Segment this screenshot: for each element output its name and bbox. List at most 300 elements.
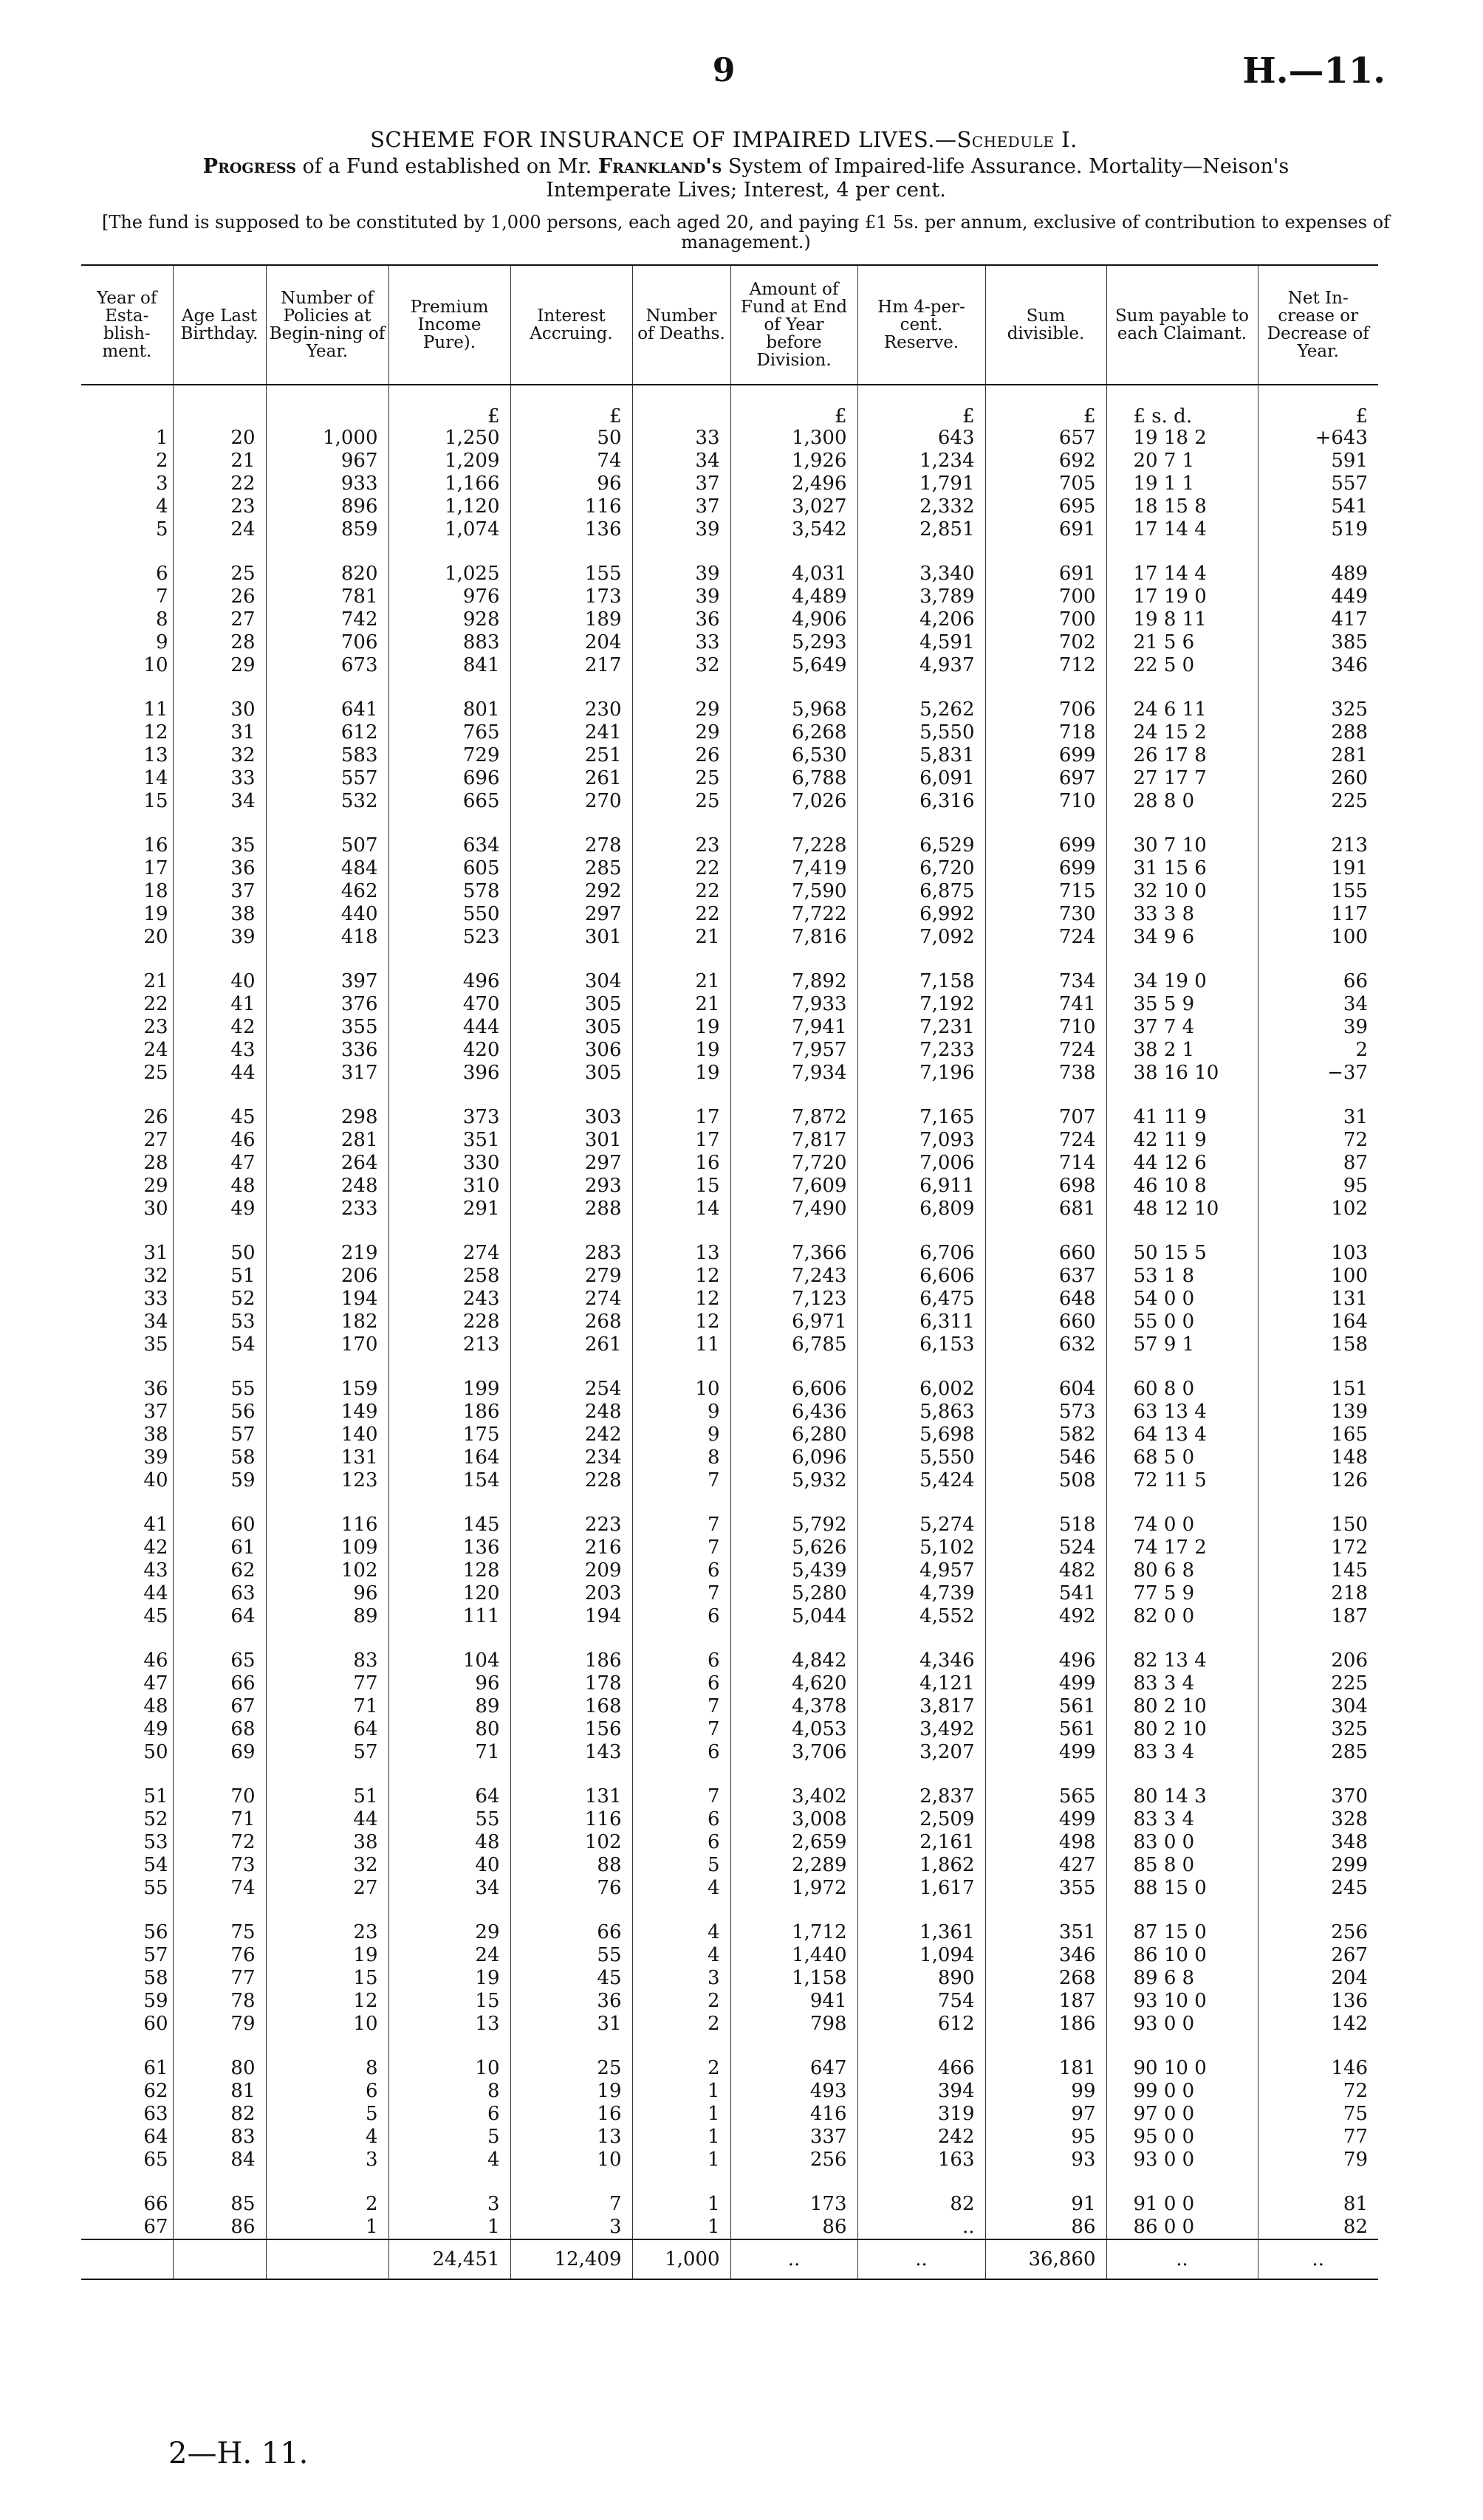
- table-cell: 2,837: [857, 1785, 985, 1808]
- table-cell: 44: [143, 1582, 168, 1604]
- table-cell: 155: [1258, 880, 1378, 903]
- table-cell: 440: [266, 903, 388, 926]
- table-cell: 63 13 4: [1106, 1401, 1258, 1424]
- table-cell: 7,957: [730, 1039, 857, 1062]
- table-row: [81, 2057, 1378, 2080]
- table-cell: 64: [266, 1718, 388, 1741]
- table-cell: 34: [1258, 993, 1378, 1016]
- header-policies: Number of Policies at Begin-ning of Year.: [266, 265, 388, 385]
- table-cell: [510, 1220, 632, 1242]
- table-cell: 24: [173, 518, 266, 541]
- table-cell: 470: [388, 993, 510, 1016]
- table-cell: 4: [632, 1944, 730, 1967]
- table-cell: [1258, 1085, 1378, 1106]
- table-cell: 1: [632, 2216, 730, 2239]
- table-cell: 194: [266, 1288, 388, 1311]
- table-cell: 648: [985, 1288, 1106, 1311]
- table-cell: 131: [510, 1785, 632, 1808]
- table-cell: 4,937: [857, 654, 985, 677]
- table-cell: 712: [985, 654, 1106, 677]
- table-cell: 22: [143, 993, 168, 1015]
- table-cell: [1106, 1900, 1258, 1921]
- total-cell: 12,409: [510, 2239, 632, 2279]
- table-cell: 7: [632, 1582, 730, 1605]
- table-cell: 1: [632, 2126, 730, 2149]
- table-cell: [81, 2036, 173, 2057]
- table-cell: [266, 813, 388, 834]
- table-cell: 7,192: [857, 993, 985, 1016]
- table-cell: 801: [388, 698, 510, 721]
- table-cell: 13: [143, 744, 168, 766]
- table-cell: 172: [1258, 1537, 1378, 1559]
- table-cell: 7,609: [730, 1175, 857, 1198]
- table-cell: ..: [857, 2216, 985, 2239]
- table-cell: 305: [510, 1016, 632, 1039]
- table-cell: 4: [388, 2149, 510, 2171]
- table-cell: 28 8 0: [1106, 790, 1258, 813]
- table-cell: 6: [632, 1672, 730, 1695]
- table-cell: 93: [985, 2149, 1106, 2171]
- table-cell: 4,053: [730, 1718, 857, 1741]
- table-cell: 44: [173, 1062, 266, 1085]
- table-cell: 3,542: [730, 518, 857, 541]
- table-cell: 80 2 10: [1106, 1695, 1258, 1718]
- table-cell: 58: [143, 1967, 168, 1989]
- table-cell: 641: [266, 698, 388, 721]
- table-cell: 19: [143, 903, 168, 925]
- table-cell: 1,158: [730, 1967, 857, 1990]
- table-row: [81, 427, 1378, 450]
- table-cell: 16: [510, 2103, 632, 2126]
- table-cell: 91 0 0: [1106, 2193, 1258, 2216]
- fund-note: [The fund is supposed to be constituted by 1,000 persons, each aged 20, and paying £1 5s. per annum, exclusive of contribution to expenses of management.): [101, 212, 1391, 253]
- table-cell: 32: [143, 1265, 168, 1287]
- table-cell: 1: [632, 2193, 730, 2216]
- table-cell: [510, 677, 632, 698]
- totals-row: [81, 2239, 1378, 2279]
- table-cell: 583: [266, 744, 388, 767]
- table-cell: 6,096: [730, 1446, 857, 1469]
- table-cell: 417: [1258, 608, 1378, 631]
- table-cell: 303: [510, 1106, 632, 1129]
- table-cell: 96: [388, 1672, 510, 1695]
- table-cell: [510, 2171, 632, 2193]
- table-cell: 5: [155, 518, 168, 540]
- table-cell: 8: [155, 608, 168, 631]
- table-cell: 78: [173, 1990, 266, 2013]
- table-cell: +643: [1258, 427, 1378, 450]
- table-cell: 150: [1258, 1514, 1378, 1537]
- table-cell: 6: [388, 2103, 510, 2126]
- table-cell: 6,875: [857, 880, 985, 903]
- table-row: [81, 698, 1378, 721]
- table-cell: [388, 1900, 510, 1921]
- table-cell: [81, 1900, 173, 1921]
- table-cell: 6,706: [857, 1242, 985, 1265]
- table-cell: 5,102: [857, 1537, 985, 1559]
- table-cell: 754: [857, 1990, 985, 2013]
- table-cell: 632: [985, 1333, 1106, 1356]
- table-cell: 10: [143, 654, 168, 676]
- table-cell: 6: [632, 1559, 730, 1582]
- table-cell: 325: [1258, 1718, 1378, 1741]
- table-cell: 394: [857, 2080, 985, 2103]
- table-cell: [173, 2171, 266, 2193]
- schedule-body: [81, 385, 1378, 2279]
- table-cell: 96: [266, 1582, 388, 1605]
- table-cell: 68: [173, 1718, 266, 1741]
- table-cell: 37: [632, 495, 730, 518]
- table-cell: [81, 677, 173, 698]
- subtitle-text-2: System of Impaired-life Assurance. Mortality—Neison's: [727, 155, 1290, 178]
- table-cell: 7,243: [730, 1265, 857, 1288]
- table-cell: 2: [1258, 1039, 1378, 1062]
- table-cell: 228: [510, 1469, 632, 1492]
- table-cell: 696: [388, 767, 510, 790]
- table-cell: 64: [173, 1605, 266, 1628]
- table-cell: 17: [143, 857, 168, 879]
- total-cell: ..: [1106, 2239, 1258, 2279]
- table-cell: 6,992: [857, 903, 985, 926]
- table-cell: 2,496: [730, 473, 857, 495]
- table-cell: 37 7 4: [1106, 1016, 1258, 1039]
- table-cell: 612: [857, 2013, 985, 2036]
- table-row: [81, 2103, 1378, 2126]
- table-cell: 86 10 0: [1106, 1944, 1258, 1967]
- table-cell: 3,340: [857, 563, 985, 586]
- table-cell: 5,274: [857, 1514, 985, 1537]
- table-cell: 241: [510, 721, 632, 744]
- table-cell: 7: [632, 1695, 730, 1718]
- table-cell: 99 0 0: [1106, 2080, 1258, 2103]
- table-cell: 242: [857, 2126, 985, 2149]
- total-cell: [266, 2239, 388, 2279]
- table-row: [81, 2013, 1378, 2036]
- table-cell: 3,706: [730, 1741, 857, 1764]
- table-cell: 2,509: [857, 1808, 985, 1831]
- table-cell: 4,489: [730, 586, 857, 608]
- total-cell: 36,860: [985, 2239, 1106, 2279]
- table-cell: 186: [985, 2013, 1106, 2036]
- table-cell: 146: [1258, 2057, 1378, 2080]
- table-cell: 698: [985, 1175, 1106, 1198]
- table-cell: 700: [985, 586, 1106, 608]
- table-cell: 38: [173, 903, 266, 926]
- table-cell: 37: [143, 1401, 168, 1423]
- table-cell: [266, 677, 388, 698]
- table-row: [81, 721, 1378, 744]
- table-cell: 187: [985, 1990, 1106, 2013]
- table-cell: 10: [510, 2149, 632, 2171]
- table-cell: 3,008: [730, 1808, 857, 1831]
- table-cell: 173: [730, 2193, 857, 2216]
- table-cell: [1106, 813, 1258, 834]
- table-cell: 16: [632, 1152, 730, 1175]
- table-cell: 6,268: [730, 721, 857, 744]
- table-row: [81, 1333, 1378, 1356]
- table-cell: 29: [388, 1921, 510, 1944]
- table-cell: 1,617: [857, 1877, 985, 1900]
- table-cell: 82 13 4: [1106, 1649, 1258, 1672]
- table-cell: 700: [985, 608, 1106, 631]
- table-cell: 21: [143, 970, 168, 992]
- table-cell: 178: [510, 1672, 632, 1695]
- table-row: [81, 1152, 1378, 1175]
- table-cell: [730, 949, 857, 970]
- table-cell: 561: [985, 1718, 1106, 1741]
- table-cell: 859: [266, 518, 388, 541]
- table-cell: 3: [632, 1967, 730, 1990]
- table-cell: 4,906: [730, 608, 857, 631]
- table-cell: 5,831: [857, 744, 985, 767]
- table-cell: [1258, 1764, 1378, 1785]
- table-cell: [173, 1628, 266, 1649]
- table-row: [81, 744, 1378, 767]
- table-cell: 34: [632, 450, 730, 473]
- table-cell: 86: [730, 2216, 857, 2239]
- table-cell: [81, 1628, 173, 1649]
- table-row: [81, 1990, 1378, 2013]
- table-cell: 385: [1258, 631, 1378, 654]
- table-cell: 206: [1258, 1649, 1378, 1672]
- table-cell: 50: [173, 1242, 266, 1265]
- table-row: [81, 790, 1378, 813]
- table-cell: 7,196: [857, 1062, 985, 1085]
- table-cell: 66: [143, 2193, 168, 2215]
- table-cell: 39: [632, 518, 730, 541]
- table-cell: 299: [1258, 1854, 1378, 1877]
- table-cell: 52: [143, 1808, 168, 1830]
- table-cell: 89: [266, 1605, 388, 1628]
- table-cell: 1,250: [388, 427, 510, 450]
- table-cell: 10: [266, 2013, 388, 2036]
- table-cell: 261: [510, 767, 632, 790]
- table-cell: 7,419: [730, 857, 857, 880]
- table-cell: 93 10 0: [1106, 1990, 1258, 2013]
- table-cell: [857, 1492, 985, 1514]
- table-cell: 43: [143, 1559, 168, 1582]
- table-cell: 7: [632, 1514, 730, 1537]
- table-cell: [173, 1085, 266, 1106]
- table-cell: 612: [266, 721, 388, 744]
- table-cell: 3,402: [730, 1785, 857, 1808]
- table-cell: [1258, 1356, 1378, 1378]
- table-cell: [388, 949, 510, 970]
- table-cell: 48: [143, 1695, 168, 1717]
- title-main: SCHEME FOR INSURANCE OF IMPAIRED LIVES.—: [370, 127, 957, 152]
- table-cell: 95 0 0: [1106, 2126, 1258, 2149]
- table-cell: 128: [388, 1559, 510, 1582]
- table-cell: 56: [143, 1921, 168, 1943]
- table-cell: 104: [388, 1649, 510, 1672]
- header-row: [81, 265, 1378, 385]
- table-cell: 243: [388, 1288, 510, 1311]
- table-cell: 6: [632, 1649, 730, 1672]
- table-cell: 1,120: [388, 495, 510, 518]
- table-cell: 3: [510, 2216, 632, 2239]
- table-cell: 22: [173, 473, 266, 495]
- table-row: [81, 993, 1378, 1016]
- table-cell: [1106, 2171, 1258, 2193]
- table-cell: 896: [266, 495, 388, 518]
- table-cell: 41: [143, 1514, 168, 1536]
- table-cell: 7,026: [730, 790, 857, 813]
- unit-cell: [266, 385, 388, 427]
- table-cell: 1,300: [730, 427, 857, 450]
- table-cell: 54: [143, 1854, 168, 1876]
- header-premium: Premium Income Pure).: [388, 265, 510, 385]
- group-gap: [81, 1492, 1378, 1514]
- table-cell: [730, 1764, 857, 1785]
- table-cell: 396: [388, 1062, 510, 1085]
- table-cell: 7,233: [857, 1039, 985, 1062]
- table-cell: 281: [1258, 744, 1378, 767]
- table-cell: 7: [632, 1785, 730, 1808]
- table-cell: 34: [143, 1311, 168, 1333]
- table-cell: 204: [1258, 1967, 1378, 1990]
- table-cell: 21: [632, 926, 730, 949]
- table-cell: 74: [510, 450, 632, 473]
- table-cell: 80 2 10: [1106, 1718, 1258, 1741]
- table-cell: 336: [266, 1039, 388, 1062]
- table-cell: 83 3 4: [1106, 1741, 1258, 1764]
- table-cell: 710: [985, 790, 1106, 813]
- table-cell: 145: [388, 1514, 510, 1537]
- table-cell: [857, 1900, 985, 1921]
- table-row: [81, 834, 1378, 857]
- table-cell: 337: [730, 2126, 857, 2149]
- table-cell: 154: [388, 1469, 510, 1492]
- table-cell: 7,892: [730, 970, 857, 993]
- table-cell: 742: [266, 608, 388, 631]
- group-gap: [81, 541, 1378, 563]
- table-cell: [632, 949, 730, 970]
- table-cell: 637: [985, 1265, 1106, 1288]
- table-cell: [857, 949, 985, 970]
- table-cell: 36: [173, 857, 266, 880]
- table-cell: 63: [143, 2103, 168, 2125]
- table-row: [81, 1649, 1378, 1672]
- table-row: [81, 473, 1378, 495]
- table-cell: [510, 1492, 632, 1514]
- table-cell: 499: [985, 1672, 1106, 1695]
- table-cell: 83 3 4: [1106, 1808, 1258, 1831]
- title-schedule: Schedule I.: [956, 127, 1078, 152]
- table-cell: 86: [985, 2216, 1106, 2239]
- table-row: [81, 1967, 1378, 1990]
- table-cell: 1,791: [857, 473, 985, 495]
- table-cell: 55: [173, 1378, 266, 1401]
- table-cell: 74 17 2: [1106, 1537, 1258, 1559]
- table-cell: 59: [143, 1990, 168, 2012]
- table-cell: 18 15 8: [1106, 495, 1258, 518]
- table-row: [81, 518, 1378, 541]
- table-cell: [173, 1492, 266, 1514]
- table-cell: [510, 1356, 632, 1378]
- table-cell: 91: [985, 2193, 1106, 2216]
- table-cell: 1,166: [388, 473, 510, 495]
- table-cell: 50: [143, 1741, 168, 1763]
- table-cell: [985, 2036, 1106, 2057]
- table-cell: 82 0 0: [1106, 1605, 1258, 1628]
- table-cell: 705: [985, 473, 1106, 495]
- table-cell: 6,316: [857, 790, 985, 813]
- table-cell: 23: [632, 834, 730, 857]
- table-cell: [173, 1220, 266, 1242]
- table-cell: 1,209: [388, 450, 510, 473]
- table-cell: 519: [1258, 518, 1378, 541]
- table-cell: [266, 1764, 388, 1785]
- table-cell: 268: [510, 1311, 632, 1333]
- table-cell: 173: [510, 586, 632, 608]
- table-cell: 274: [510, 1288, 632, 1311]
- table-cell: 71: [388, 1741, 510, 1764]
- table-cell: 199: [388, 1378, 510, 1401]
- table-cell: 72: [173, 1831, 266, 1854]
- table-cell: 20: [173, 427, 266, 450]
- table-cell: 35: [143, 1333, 168, 1356]
- table-cell: [266, 1220, 388, 1242]
- table-cell: 4: [632, 1877, 730, 1900]
- subtitle-lead: Progress: [202, 155, 296, 178]
- table-cell: 74: [173, 1877, 266, 1900]
- table-cell: 6,153: [857, 1333, 985, 1356]
- table-cell: 19 18 2: [1106, 427, 1258, 450]
- table-cell: 17 14 4: [1106, 563, 1258, 586]
- table-cell: 38: [266, 1831, 388, 1854]
- table-cell: 493: [730, 2080, 857, 2103]
- table-cell: 1,862: [857, 1854, 985, 1877]
- table-cell: 79: [173, 2013, 266, 2036]
- group-gap: [81, 949, 1378, 970]
- table-cell: 38 16 10: [1106, 1062, 1258, 1085]
- table-cell: 80 14 3: [1106, 1785, 1258, 1808]
- table-cell: [730, 1900, 857, 1921]
- table-cell: [1106, 1085, 1258, 1106]
- table-cell: [388, 1764, 510, 1785]
- table-cell: [266, 1356, 388, 1378]
- table-cell: 1,094: [857, 1944, 985, 1967]
- table-cell: 499: [985, 1808, 1106, 1831]
- table-cell: [266, 1085, 388, 1106]
- table-cell: 55: [510, 1944, 632, 1967]
- table-cell: 710: [985, 1016, 1106, 1039]
- table-cell: 1,440: [730, 1944, 857, 1967]
- table-cell: 297: [510, 903, 632, 926]
- table-cell: 143: [510, 1741, 632, 1764]
- group-gap: [81, 1220, 1378, 1242]
- table-cell: 33 3 8: [1106, 903, 1258, 926]
- table-cell: 8: [266, 2057, 388, 2080]
- table-cell: 164: [1258, 1311, 1378, 1333]
- table-cell: 6,911: [857, 1175, 985, 1198]
- table-cell: 37: [632, 473, 730, 495]
- table-row: [81, 1944, 1378, 1967]
- table-cell: [985, 1492, 1106, 1514]
- header-interest: Interest Accruing.: [510, 265, 632, 385]
- table-cell: 11: [632, 1333, 730, 1356]
- unit-cell: £: [985, 385, 1106, 427]
- table-cell: 93 0 0: [1106, 2149, 1258, 2171]
- table-cell: 248: [266, 1175, 388, 1198]
- table-cell: 5,439: [730, 1559, 857, 1582]
- table-cell: 3,789: [857, 586, 985, 608]
- table-cell: 66: [173, 1672, 266, 1695]
- table-cell: 2: [632, 1990, 730, 2013]
- group-gap: [81, 813, 1378, 834]
- table-cell: 19: [632, 1016, 730, 1039]
- table-cell: 4,378: [730, 1695, 857, 1718]
